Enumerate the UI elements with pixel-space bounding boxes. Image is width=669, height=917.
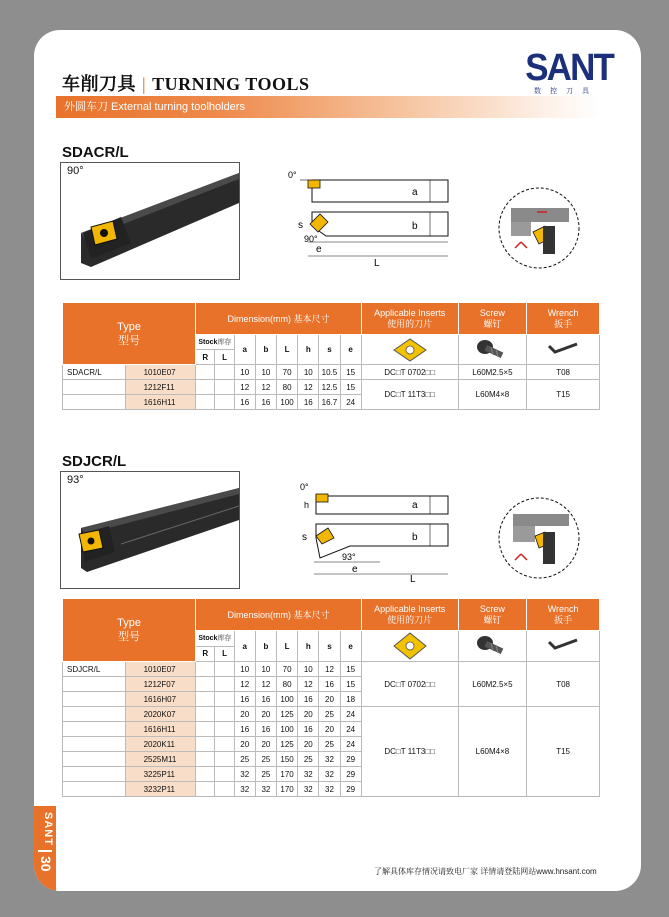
table-cell: 20 [234, 737, 255, 752]
col-L: L [276, 631, 297, 662]
table-cell: 125 [276, 737, 297, 752]
table-row-code: 1010E07 [125, 365, 196, 380]
table-cell: 10 [255, 365, 276, 380]
col-b: b [255, 631, 276, 662]
wrench-header-cn: 扳手 [554, 614, 573, 625]
table-cell: 25 [298, 752, 319, 767]
model-blank [63, 395, 126, 410]
wrench-header [527, 303, 600, 335]
table-cell: 24 [340, 395, 361, 410]
table-row-code: 2020K11 [125, 737, 196, 752]
type-header [63, 303, 196, 365]
wrench-code: T15 [527, 707, 600, 797]
table-row-code: 3225P11 [125, 767, 196, 782]
table-cell: 29 [340, 782, 361, 797]
wrench-code: T15 [527, 380, 600, 410]
table-cell: 32 [319, 752, 340, 767]
table-cell: 10 [255, 662, 276, 677]
table-cell: 29 [340, 767, 361, 782]
table-cell: 16 [298, 692, 319, 707]
table-cell: 20 [319, 692, 340, 707]
stock-l-cell [215, 692, 234, 707]
catalog-page [34, 30, 641, 891]
stock-r-cell [196, 752, 215, 767]
category-banner: 外圆车刀 External turning toolholders [56, 96, 601, 118]
inserts-header-en: Applicable Inserts [374, 603, 446, 614]
table-cell: 32 [255, 782, 276, 797]
stock-r-cell [196, 767, 215, 782]
top-angle-label: 0° [288, 170, 297, 180]
stock-r-cell [196, 365, 215, 380]
table-row [63, 707, 600, 722]
table-cell: 125 [276, 707, 297, 722]
table-cell: 10.5 [319, 365, 340, 380]
table-cell: 15 [340, 677, 361, 692]
logo-subtitle: 数控刀具 [534, 88, 598, 95]
stock-l-cell [215, 782, 234, 797]
table-cell: 16 [255, 722, 276, 737]
table-cell: 25 [319, 707, 340, 722]
table-cell: 16 [255, 395, 276, 410]
stock-label: Stock [198, 635, 218, 643]
table-cell: 32 [319, 782, 340, 797]
wrench-header-cn: 扳手 [554, 318, 573, 329]
wrench-icon-cell [527, 631, 600, 662]
stock-header [196, 631, 234, 647]
dim-e-label: e [316, 244, 322, 255]
screw-header-en: Screw [479, 603, 505, 614]
insert-icon-cell [361, 335, 458, 365]
side-view [314, 524, 448, 574]
table-row-code: 3232P11 [125, 782, 196, 797]
insert-code: DC□T 11T3□□ [361, 707, 458, 797]
table-cell: 70 [276, 365, 297, 380]
screw-code: L60M4×8 [458, 380, 527, 410]
dim-s-label: s [298, 220, 303, 231]
table-cell: 15 [340, 365, 361, 380]
stock-l-cell [215, 662, 234, 677]
col-e: e [340, 631, 361, 662]
wrench-header [527, 599, 600, 631]
diamond-insert-icon [390, 337, 430, 363]
table-cell: 80 [276, 677, 297, 692]
model-blank [63, 722, 126, 737]
table-cell: 15 [340, 380, 361, 395]
dimension-diagram-sdjcr [280, 478, 460, 582]
stock-l-header: L [215, 350, 234, 365]
screw-icon-cell [458, 335, 527, 365]
table-cell: 32 [298, 782, 319, 797]
wrench-code: T08 [527, 365, 600, 380]
table-cell: 12 [234, 677, 255, 692]
table-cell: 25 [319, 737, 340, 752]
table-cell: 16 [298, 722, 319, 737]
col-h: h [298, 631, 319, 662]
model-blank [63, 380, 126, 395]
dim-s-label: s [302, 532, 307, 543]
sdjcr-rows [63, 662, 600, 797]
table-row-code: 2525M11 [125, 752, 196, 767]
wrench-icon-cell [527, 335, 600, 365]
table-cell: 15 [340, 662, 361, 677]
dim-L-label: L [374, 258, 380, 268]
screw-code: L60M2.5×5 [458, 662, 527, 707]
inserts-header-cn: 使用的刀片 [387, 614, 433, 625]
table-cell: 100 [276, 692, 297, 707]
screw-header-cn: 螺钉 [483, 614, 502, 625]
model-name: SDACR/L [63, 365, 126, 380]
table-row-code: 1616H11 [125, 395, 196, 410]
inserts-header-en: Applicable Inserts [374, 307, 446, 318]
application-detail-sdjcr [497, 496, 581, 580]
table-cell: 16 [234, 722, 255, 737]
dimension-diagram-sdacr [280, 166, 460, 268]
table-row [63, 662, 600, 677]
stock-label: Stock [198, 339, 218, 346]
stock-r-cell [196, 677, 215, 692]
table-cell: 12 [298, 380, 319, 395]
table-row-code: 1212F11 [125, 380, 196, 395]
table-cell: 24 [340, 737, 361, 752]
logo-text: SANT [525, 47, 614, 89]
toolholder-image [61, 472, 239, 588]
section-title-sdacr: SDACR/L [62, 144, 129, 161]
title-cn: 车削刀具 [62, 74, 136, 94]
table-cell: 32 [234, 767, 255, 782]
footer-note: 了解具体库存情况请致电厂家 详情请登陆网站www.hnsant.com [374, 867, 597, 876]
stock-r-header: R [196, 646, 215, 662]
table-cell: 170 [276, 767, 297, 782]
stock-l-cell [215, 395, 234, 410]
table-cell: 10 [298, 365, 319, 380]
diamond-insert-icon [390, 631, 430, 661]
type-header-en: Type [117, 617, 142, 629]
table-cell: 24 [340, 707, 361, 722]
table-cell: 32 [234, 782, 255, 797]
table-cell: 20 [319, 722, 340, 737]
model-blank [63, 752, 126, 767]
dimension-header: Dimension(mm) 基本尺寸 [196, 599, 362, 631]
model-blank [63, 707, 126, 722]
dimension-header: Dimension(mm) 基本尺寸 [196, 303, 362, 335]
stock-l-cell [215, 707, 234, 722]
stock-label-cn: 库存 [217, 635, 232, 643]
stock-l-cell [215, 722, 234, 737]
table-cell: 12.5 [319, 380, 340, 395]
stock-r-header: R [196, 350, 215, 365]
section-title-sdjcr: SDJCR/L [62, 453, 127, 470]
table-cell: 29 [340, 752, 361, 767]
spec-table-sdjcr [62, 598, 600, 797]
product-photo-sdjcr [60, 471, 240, 589]
dim-h-label: h [304, 500, 310, 510]
screw-icon [475, 337, 509, 363]
insert-angle-label: 93° [342, 552, 356, 562]
stock-r-cell [196, 662, 215, 677]
table-cell: 10 [298, 662, 319, 677]
table-cell: 20 [298, 707, 319, 722]
insert-code: DC□T 0702□□ [361, 662, 458, 707]
brand-logo [522, 47, 614, 96]
screw-code: L60M2.5×5 [458, 365, 527, 380]
stock-r-cell [196, 395, 215, 410]
top-view [300, 180, 448, 202]
table-cell: 16 [298, 395, 319, 410]
table-cell: 32 [298, 767, 319, 782]
page-title [62, 70, 310, 96]
table-cell: 16 [234, 395, 255, 410]
dim-b-label: b [412, 532, 418, 543]
type-header-en: Type [117, 320, 142, 333]
table-row-code: 2020K07 [125, 707, 196, 722]
inserts-header-cn: 使用的刀片 [387, 318, 433, 329]
model-blank [63, 677, 126, 692]
table-cell: 16 [234, 692, 255, 707]
approach-angle-label: 90° [67, 165, 84, 177]
side-view [308, 212, 448, 256]
stock-l-header: L [215, 646, 234, 662]
screw-icon [475, 632, 509, 660]
stock-l-cell [215, 677, 234, 692]
screw-icon-cell [458, 631, 527, 662]
col-s: s [319, 335, 340, 365]
table-cell: 16.7 [319, 395, 340, 410]
dim-b-label: b [412, 221, 418, 232]
page-number: 30 [38, 856, 54, 872]
table-cell: 25 [255, 767, 276, 782]
table-cell: 80 [276, 380, 297, 395]
col-h: h [298, 335, 319, 365]
type-header-cn: 型号 [118, 334, 141, 347]
table-cell: 16 [319, 677, 340, 692]
col-a: a [234, 631, 255, 662]
type-header [63, 599, 196, 662]
wrench-icon [545, 338, 581, 362]
table-cell: 18 [340, 692, 361, 707]
model-name: SDJCR/L [63, 662, 126, 677]
screw-header [458, 599, 527, 631]
model-blank [63, 692, 126, 707]
table-row-code: 1616H07 [125, 692, 196, 707]
top-view [316, 494, 448, 514]
application-detail-sdacr [497, 186, 581, 270]
top-angle-label: 0° [300, 482, 309, 492]
table-cell: 12 [298, 677, 319, 692]
screw-header-en: Screw [479, 307, 505, 318]
insert-icon-cell [361, 631, 458, 662]
table-cell: 20 [255, 707, 276, 722]
side-page-tab [34, 806, 56, 891]
stock-r-cell [196, 722, 215, 737]
stock-label-cn: 库存 [217, 339, 232, 346]
side-divider [38, 850, 52, 852]
dim-L-label: L [410, 574, 416, 582]
approach-angle-label: 93° [67, 474, 84, 486]
table-cell: 100 [276, 395, 297, 410]
toolholder-image [61, 163, 239, 279]
spec-table-sdacr [62, 302, 600, 410]
stock-l-cell [215, 752, 234, 767]
table-row-code: 1010E07 [125, 662, 196, 677]
stock-r-cell [196, 707, 215, 722]
stock-r-cell [196, 737, 215, 752]
model-blank [63, 782, 126, 797]
table-cell: 25 [255, 752, 276, 767]
col-b: b [255, 335, 276, 365]
table-cell: 150 [276, 752, 297, 767]
stock-header [196, 335, 234, 350]
insert-code: DC□T 11T3□□ [361, 380, 458, 410]
dim-e-label: e [352, 564, 358, 575]
model-blank [63, 767, 126, 782]
type-header-cn: 型号 [118, 631, 141, 643]
col-a: a [234, 335, 255, 365]
stock-l-cell [215, 737, 234, 752]
stock-r-cell [196, 782, 215, 797]
table-cell: 25 [234, 752, 255, 767]
table-cell: 16 [255, 692, 276, 707]
inserts-header [361, 599, 458, 631]
wrench-code: T08 [527, 662, 600, 707]
dim-a-label: a [412, 500, 418, 511]
table-cell: 10 [234, 365, 255, 380]
table-cell: 12 [255, 380, 276, 395]
dim-a-label: a [412, 187, 418, 198]
table-cell: 20 [234, 707, 255, 722]
table-cell: 24 [340, 722, 361, 737]
table-cell: 70 [276, 662, 297, 677]
table-cell: 20 [298, 737, 319, 752]
col-L: L [276, 335, 297, 365]
stock-l-cell [215, 380, 234, 395]
title-en: TURNING TOOLS [152, 74, 310, 94]
stock-l-cell [215, 365, 234, 380]
table-row-code: 1616H11 [125, 722, 196, 737]
screw-header-cn: 螺钉 [483, 318, 502, 329]
table-cell: 12 [234, 380, 255, 395]
screw-header [458, 303, 527, 335]
stock-l-cell [215, 767, 234, 782]
screw-code: L60M4×8 [458, 707, 527, 797]
insert-code: DC□T 0702□□ [361, 365, 458, 380]
table-row-code: 1212F07 [125, 677, 196, 692]
stock-r-cell [196, 692, 215, 707]
table-cell: 10 [234, 662, 255, 677]
table-cell: 100 [276, 722, 297, 737]
side-brand: SANT [42, 812, 54, 846]
table-cell: 12 [319, 662, 340, 677]
wrench-header-en: Wrench [547, 603, 579, 614]
stock-r-cell [196, 380, 215, 395]
wrench-icon [545, 634, 581, 658]
col-e: e [340, 335, 361, 365]
insert-angle-label: 90° [304, 234, 318, 244]
model-blank [63, 737, 126, 752]
wrench-header-en: Wrench [547, 307, 579, 318]
title-separator: | [142, 74, 147, 94]
table-cell: 32 [319, 767, 340, 782]
col-s: s [319, 631, 340, 662]
table-cell: 170 [276, 782, 297, 797]
product-photo-sdacr [60, 162, 240, 280]
inserts-header [361, 303, 458, 335]
table-cell: 12 [255, 677, 276, 692]
table-cell: 20 [255, 737, 276, 752]
